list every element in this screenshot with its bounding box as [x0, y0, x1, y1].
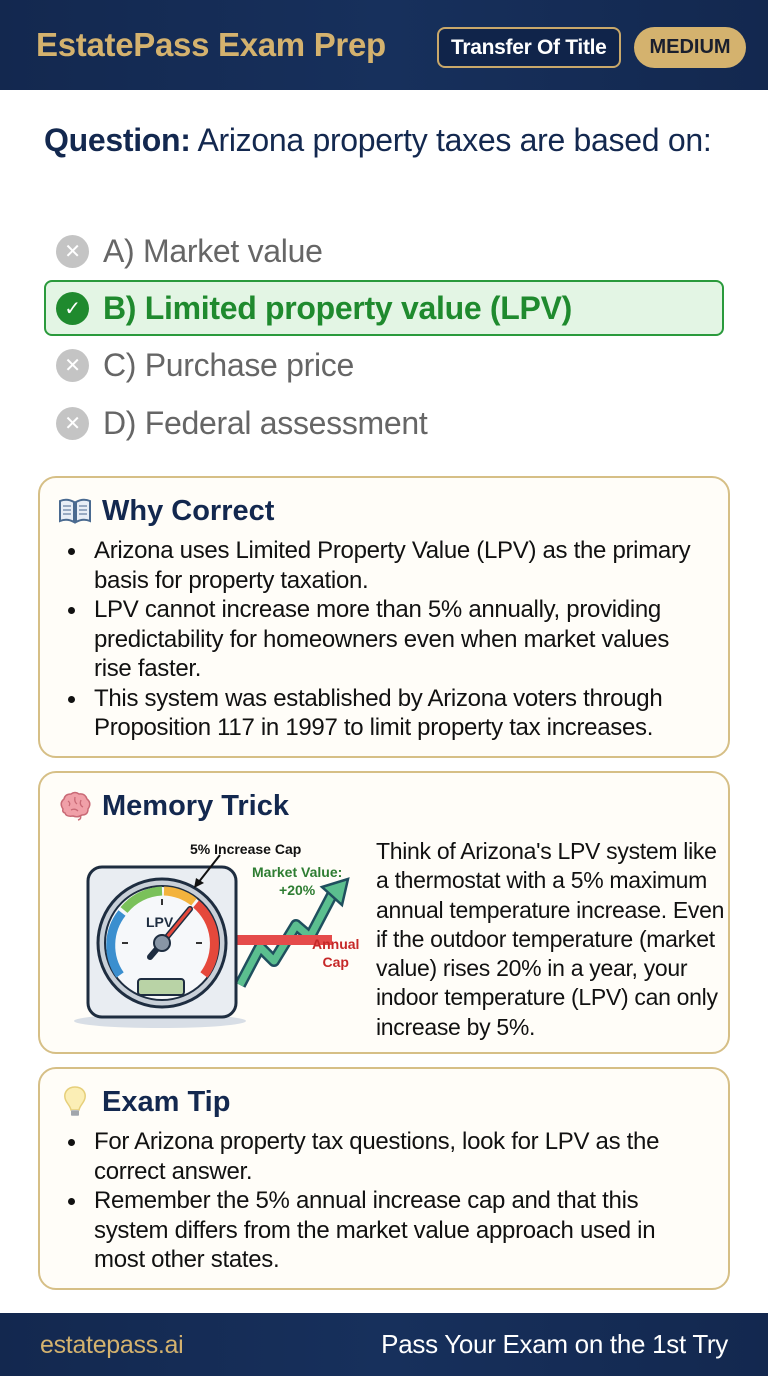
x-circle-icon: ✕	[56, 235, 89, 268]
option-a[interactable]	[44, 222, 724, 280]
check-circle-icon: ✓	[56, 292, 89, 325]
list-item: LPV cannot increase more than 5% annually, providing predictability for homeowners even when market values rise faster.	[94, 595, 710, 684]
card-title: Exam Tip	[102, 1085, 231, 1118]
light-bulb-icon	[56, 1086, 94, 1118]
option-label: C) Purchase price	[103, 346, 354, 383]
list-item: Arizona uses Limited Property Value (LPV) as the primary basis for property taxation.	[94, 536, 710, 595]
app-title: EstatePass Exam Prep	[36, 26, 386, 63]
x-circle-icon: ✕	[56, 349, 89, 382]
why-correct-card	[38, 476, 730, 758]
app-header	[0, 0, 768, 90]
option-label: B) Limited property value (LPV)	[103, 289, 572, 326]
brain-icon	[56, 790, 94, 822]
question-text	[44, 118, 734, 162]
cap-label: 5% Increase Cap	[190, 841, 302, 857]
memory-trick-card	[38, 771, 730, 1054]
why-correct-list	[56, 536, 710, 743]
memory-trick-text: Think of Arizona's LPV system like a thermostat with a 5% maximum annual temperature increase. Even if the outdoor temperature (market value) rises 20% in a year, your indoor temperature (LPV) can only increase by 5%.	[376, 838, 725, 1040]
market-value-label	[252, 863, 342, 899]
annual-cap-label	[312, 935, 359, 971]
card-title: Why Correct	[102, 494, 275, 527]
topic-badge: Transfer Of Title	[437, 27, 621, 68]
option-c[interactable]	[44, 336, 724, 394]
option-label: A) Market value	[103, 232, 323, 269]
exam-tip-card	[38, 1067, 730, 1290]
question-body: Arizona property taxes are based on:	[190, 122, 712, 158]
answer-options	[44, 222, 724, 452]
gauge-label: LPV	[146, 914, 174, 930]
annual-label-line2: Cap	[322, 954, 349, 970]
question-label: Question:	[44, 122, 191, 158]
footer-tagline: Pass Your Exam on the 1st Try	[381, 1329, 728, 1359]
list-item: This system was established by Arizona voters through Proposition 117 in 1997 to limit property tax increases.	[94, 684, 710, 743]
option-b-correct[interactable]	[44, 280, 724, 336]
annual-label-line1: Annual	[312, 936, 360, 952]
list-item: For Arizona property tax questions, look for LPV as the correct answer.	[94, 1127, 710, 1186]
thermostat-illustration	[60, 825, 370, 1045]
difficulty-badge: MEDIUM	[634, 27, 746, 68]
footer-brand: estatepass.ai	[40, 1331, 184, 1359]
market-label-line2: +20%	[279, 882, 316, 898]
card-title: Memory Trick	[102, 789, 289, 822]
list-item: Remember the 5% annual increase cap and that this system differs from the market value approach used in most other states.	[94, 1186, 710, 1275]
market-label-line1: Market Value:	[252, 864, 343, 880]
x-circle-icon: ✕	[56, 407, 89, 440]
option-label: D) Federal assessment	[103, 404, 428, 441]
open-book-icon	[56, 495, 94, 527]
exam-tip-list	[56, 1127, 710, 1275]
app-footer	[0, 1313, 768, 1376]
option-d[interactable]	[44, 394, 724, 452]
